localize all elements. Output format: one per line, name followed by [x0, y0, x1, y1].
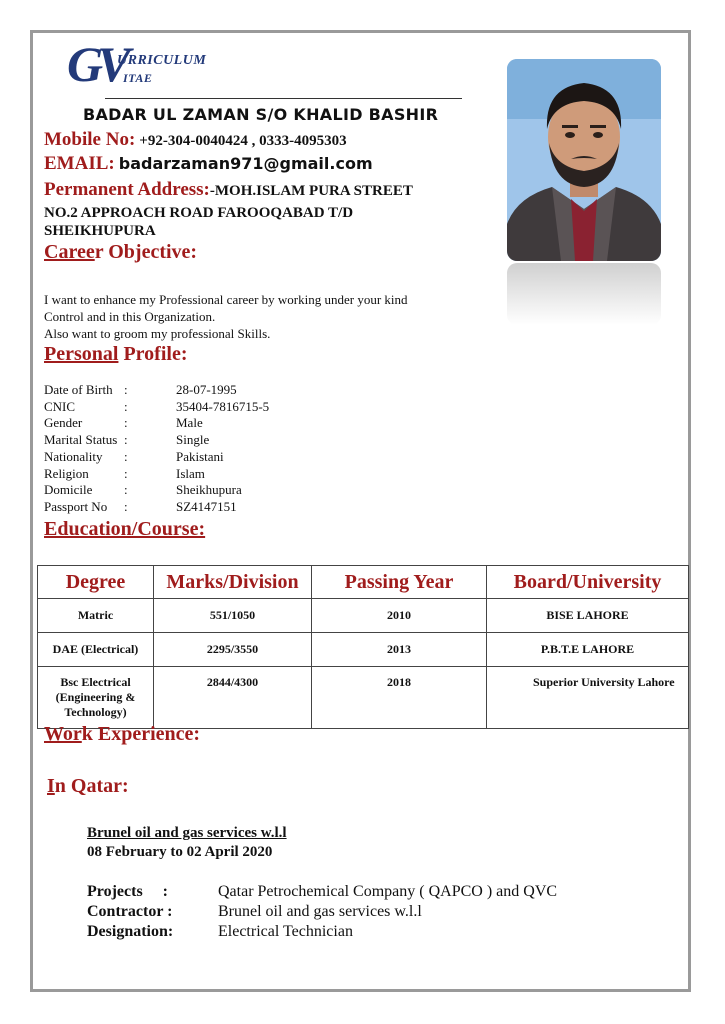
- cv-page: [30, 30, 691, 992]
- work-experience-heading: Work Experience:: [44, 723, 201, 745]
- table-cell: 2010: [312, 599, 487, 633]
- mobile-label: Mobile No:: [44, 129, 136, 150]
- career-line: Control and in this Organization.: [44, 309, 216, 324]
- work-detail-row: Projects : Qatar Petrochemical Company ( QAPCO ) and QVC: [87, 883, 558, 900]
- address-value-2: NO.2 APPROACH ROAD FAROOQABAD T/D: [44, 205, 354, 221]
- education-heading: Education/Course:: [44, 518, 206, 540]
- table-cell: DAE (Electrical): [38, 633, 154, 667]
- logo-line-2: ITAE: [123, 71, 153, 85]
- table-cell: P.B.T.E LAHORE: [487, 633, 689, 667]
- table-cell: 2844/4300: [154, 667, 312, 729]
- table-header: Passing Year: [312, 566, 487, 599]
- region-heading: In Qatar:: [47, 775, 129, 797]
- table-cell: 2295/3550: [154, 633, 312, 667]
- table-cell: Bsc Electrical (Engineering & Technology): [38, 667, 154, 729]
- career-line: Also want to groom my professional Skills.: [44, 326, 271, 341]
- work-detail-row: Contractor : Brunel oil and gas services w.l.l: [87, 903, 422, 920]
- profile-photo: [507, 59, 661, 261]
- profile-row: Nationality : Pakistani: [44, 448, 224, 464]
- personal-profile-heading: Personal Profile:: [44, 343, 188, 365]
- portrait-illustration: [507, 59, 661, 261]
- email-label: EMAIL:: [44, 153, 115, 174]
- address-line: [44, 179, 413, 201]
- email-value: badarzaman971@gmail.com: [118, 154, 373, 173]
- table-header: Marks/Division: [154, 566, 312, 599]
- email-line: [44, 153, 373, 175]
- education-table: [37, 565, 689, 729]
- profile-row: Marital Status : Single: [44, 432, 210, 448]
- table-header-row: [38, 566, 689, 599]
- profile-row: CNIC : 35404-7816715-5: [44, 398, 270, 414]
- profile-row: Date of Birth : 28-07-1995: [44, 382, 237, 397]
- address-value-3: SHEIKHUPURA: [44, 223, 156, 239]
- career-objective-text: [44, 291, 474, 342]
- table-cell: Superior University Lahore: [487, 667, 689, 729]
- personal-profile-list: [44, 382, 269, 516]
- logo-underline: [105, 98, 462, 99]
- table-row: [38, 667, 689, 729]
- profile-row: Religion : Islam: [44, 465, 205, 481]
- photo-reflection: [507, 263, 661, 325]
- profile-row: Gender : Male: [44, 415, 203, 431]
- table-row: [38, 633, 689, 667]
- table-cell: Matric: [38, 599, 154, 633]
- table-cell: 2018: [312, 667, 487, 729]
- employer-name: Brunel oil and gas services w.l.l: [87, 825, 287, 841]
- table-cell: 2013: [312, 633, 487, 667]
- profile-row: Passport No : SZ4147151: [44, 498, 237, 514]
- work-details: [87, 882, 557, 942]
- mobile-value: +92-304-0040424 , 0333-4095303: [139, 133, 347, 149]
- address-label: Permanent Address:: [44, 179, 210, 200]
- career-objective-heading: Career Objective:: [44, 241, 198, 263]
- candidate-name: BADAR UL ZAMAN S/O KHALID BASHIR: [83, 105, 439, 124]
- table-header: Board/University: [487, 566, 689, 599]
- work-detail-row: Designation: Electrical Technician: [87, 923, 353, 940]
- career-line: I want to enhance my Professional career by working under your kind: [44, 292, 408, 307]
- address-value-1: -MOH.ISLAM PURA STREET: [209, 183, 413, 199]
- logo-letters: GV: [67, 36, 125, 92]
- mobile-line: [44, 129, 347, 151]
- table-header: Degree: [38, 566, 154, 599]
- table-cell: BISE LAHORE: [487, 599, 689, 633]
- profile-row: Domicile : Sheikhupura: [44, 482, 242, 498]
- table-cell: 551/1050: [154, 599, 312, 633]
- table-row: [38, 599, 689, 633]
- address-continued: [44, 204, 484, 240]
- employment-dates: 08 February to 02 April 2020: [87, 844, 273, 860]
- logo-line-1: URRICULUM: [117, 53, 207, 68]
